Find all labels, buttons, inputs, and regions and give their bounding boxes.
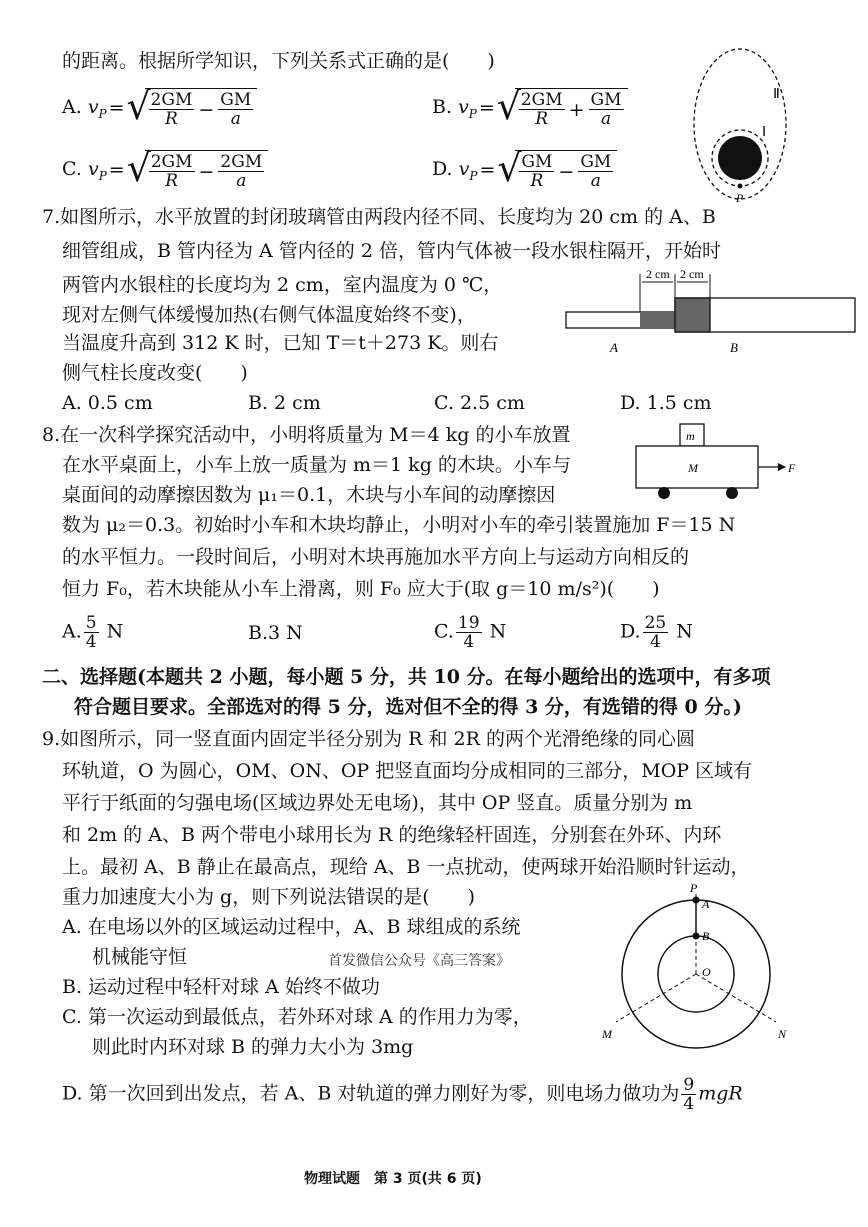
planet [718, 136, 762, 180]
mercury-a [640, 312, 675, 328]
q8-option-a[interactable]: A. $\frac{5}{4}$ N [62, 613, 124, 652]
wheel-left [658, 487, 670, 499]
q9-option-a-cont: 机械能守恒 [92, 946, 188, 968]
q7-line-4: 现对左侧气体缓慢加热(右侧气体温度始终不变)， [62, 304, 476, 326]
q7-line-3: 两管内水银柱的长度均为 2 cm，室内温度为 0 ℃， [62, 274, 503, 296]
q7-tube-figure [560, 264, 860, 360]
q8-line-5: 的水平恒力。一段时间后，小明对木块再施加水平方向上与运动方向相反的 [62, 546, 690, 568]
q6-option-d[interactable]: D. $v_P$ = √ $\frac{GM}{R}$ − $\frac{GM}{a}$ [432, 150, 617, 190]
q6-orbit-figure [690, 42, 800, 207]
q9-line-4: 和 2m 的 A、B 两个带电小球用长为 R 的绝缘轻杆固连，分别套在外环、内环 [62, 824, 722, 846]
q7-option-d[interactable]: D. 1.5 cm [620, 392, 712, 414]
dim-label-2: 2 cm [680, 267, 704, 281]
q8-option-b[interactable]: B.3 N [248, 622, 303, 644]
label-a: A [610, 340, 618, 355]
q9-option-d[interactable]: D. 第一次回到出发点，若 A、B 对轨道的弹力刚好为零，则电场力做功为 $\frac{9}{4}$ mgR [62, 1075, 743, 1114]
q9-line-6: 重力加速度大小为 g，则下列说法错误的是( ) [62, 886, 476, 908]
svg-text:m: m [686, 429, 695, 443]
q8-option-c[interactable]: C. $\frac{19}{4}$ N [434, 613, 507, 652]
q8-line-1: 8.在一次科学探究活动中，小明将质量为 M＝4 kg 的小车放置 [42, 424, 571, 446]
q9-line-3: 平行于纸面的匀强电场(区域边界处无电场)，其中 OP 竖直。质量分别为 m [62, 792, 693, 814]
q7-option-b[interactable]: B. 2 cm [248, 392, 321, 414]
ball-a [693, 897, 700, 904]
label-f: F [788, 461, 796, 475]
label-p: P [690, 881, 698, 895]
q7-option-a[interactable]: A. 0.5 cm [62, 392, 153, 414]
section-2-instructions: 符合题目要求。全部选对的得 5 分，选对但不全的得 3 分，有选错的得 0 分。) [74, 696, 742, 718]
page-footer: 物理试题 第 3 页(共 6 页) [304, 1171, 482, 1187]
label-n: N [778, 1027, 787, 1041]
dim-label-1: 2 cm [646, 267, 670, 281]
label-orbit-ii: Ⅱ [773, 87, 780, 102]
wheel-right [726, 487, 738, 499]
q8-line-6: 恒力 F₀，若木块能从小车上滑离，则 F₀ 应大于(取 g＝10 m/s²)( ) [62, 578, 660, 600]
mercury-b [675, 298, 710, 332]
svg-text:M: M [688, 461, 698, 475]
label-b: B [730, 340, 738, 355]
q9-option-c[interactable]: C. 第一次运动到最低点，若外环对球 A 的作用力为零， [62, 1006, 532, 1028]
q9-ring-figure [596, 880, 796, 1050]
q9-option-c-cont: 则此时内环对球 B 的弹力大小为 3mg [92, 1036, 414, 1058]
q6-option-b[interactable]: B. $v_P$ = √ $\frac{2GM}{R}$ + $\frac{GM}{a}$ [432, 88, 628, 128]
label-a: A [702, 897, 710, 911]
q7-option-c[interactable]: C. 2.5 cm [434, 392, 525, 414]
label-b: B [702, 929, 710, 943]
q9-option-a[interactable]: A. 在电场以外的区域运动过程中，A、B 球组成的系统 [62, 916, 521, 938]
q8-line-4: 数为 μ₂＝0.3。初始时小车和木块均静止，小明对小车的牵引装置施加 F＝15 N [62, 514, 736, 536]
label-p: P [736, 191, 744, 205]
q9-line-5: 上。最初 A、B 静止在最高点，现给 A、B 一点扰动，使两球开始沿顺时针运动， [62, 856, 750, 878]
q9-option-b[interactable]: B. 运动过程中轻杆对球 A 始终不做功 [62, 976, 380, 998]
label-orbit-i: Ⅰ [762, 125, 767, 140]
section-2-heading: 二、选择题(本题共 2 小题，每小题 5 分，共 10 分。在每小题给出的选项中，有多项 [42, 666, 771, 688]
q6-stem-tail: 的距离。根据所学知识，下列关系式正确的是( ) [62, 50, 495, 72]
watermark: 首发微信公众号《高三答案》 [328, 953, 510, 969]
q7-line-6: 侧气柱长度改变( ) [62, 362, 248, 384]
q9-line-2: 环轨道，O 为圆心，OM、ON、OP 把竖直面均分成相同的三部分，MOP 区域有 [62, 760, 753, 782]
ball-b [693, 933, 700, 940]
label-m: M [602, 1027, 612, 1041]
q8-line-3: 桌面间的动摩擦因数为 μ₁＝0.1，木块与小车间的动摩擦因 [62, 484, 556, 506]
q7-line-5: 当温度升高到 312 K 时，已知 T＝t＋273 K。则右 [62, 332, 499, 354]
q8-line-2: 在水平桌面上，小车上放一质量为 m＝1 kg 的木块。小车与 [62, 454, 571, 476]
q6-option-a[interactable]: A. $v_P$ = √ $\frac{2GM}{R}$ − $\frac{GM}{a}$ [62, 88, 257, 128]
q9-line-1: 9.如图所示，同一竖直面内固定半径分别为 R 和 2R 的两个光滑绝缘的同心圆 [42, 728, 695, 750]
label-o: O [702, 965, 711, 979]
q8-option-d[interactable]: D. $\frac{25}{4}$ N [620, 613, 693, 652]
q6-option-c[interactable]: C. $v_P$ = √ $\frac{2GM}{R}$ − $\frac{2GM}{a}$ [62, 150, 268, 190]
q7-line-2: 细管组成，B 管内径为 A 管内径的 2 倍，管内气体被一段水银柱隔开，开始时 [62, 240, 721, 262]
q8-cart-figure [630, 420, 800, 504]
point-p [738, 184, 743, 189]
q7-line-1: 7.如图所示，水平放置的封闭玻璃管由两段内径不同、长度均为 20 cm 的 A、B [42, 206, 716, 228]
